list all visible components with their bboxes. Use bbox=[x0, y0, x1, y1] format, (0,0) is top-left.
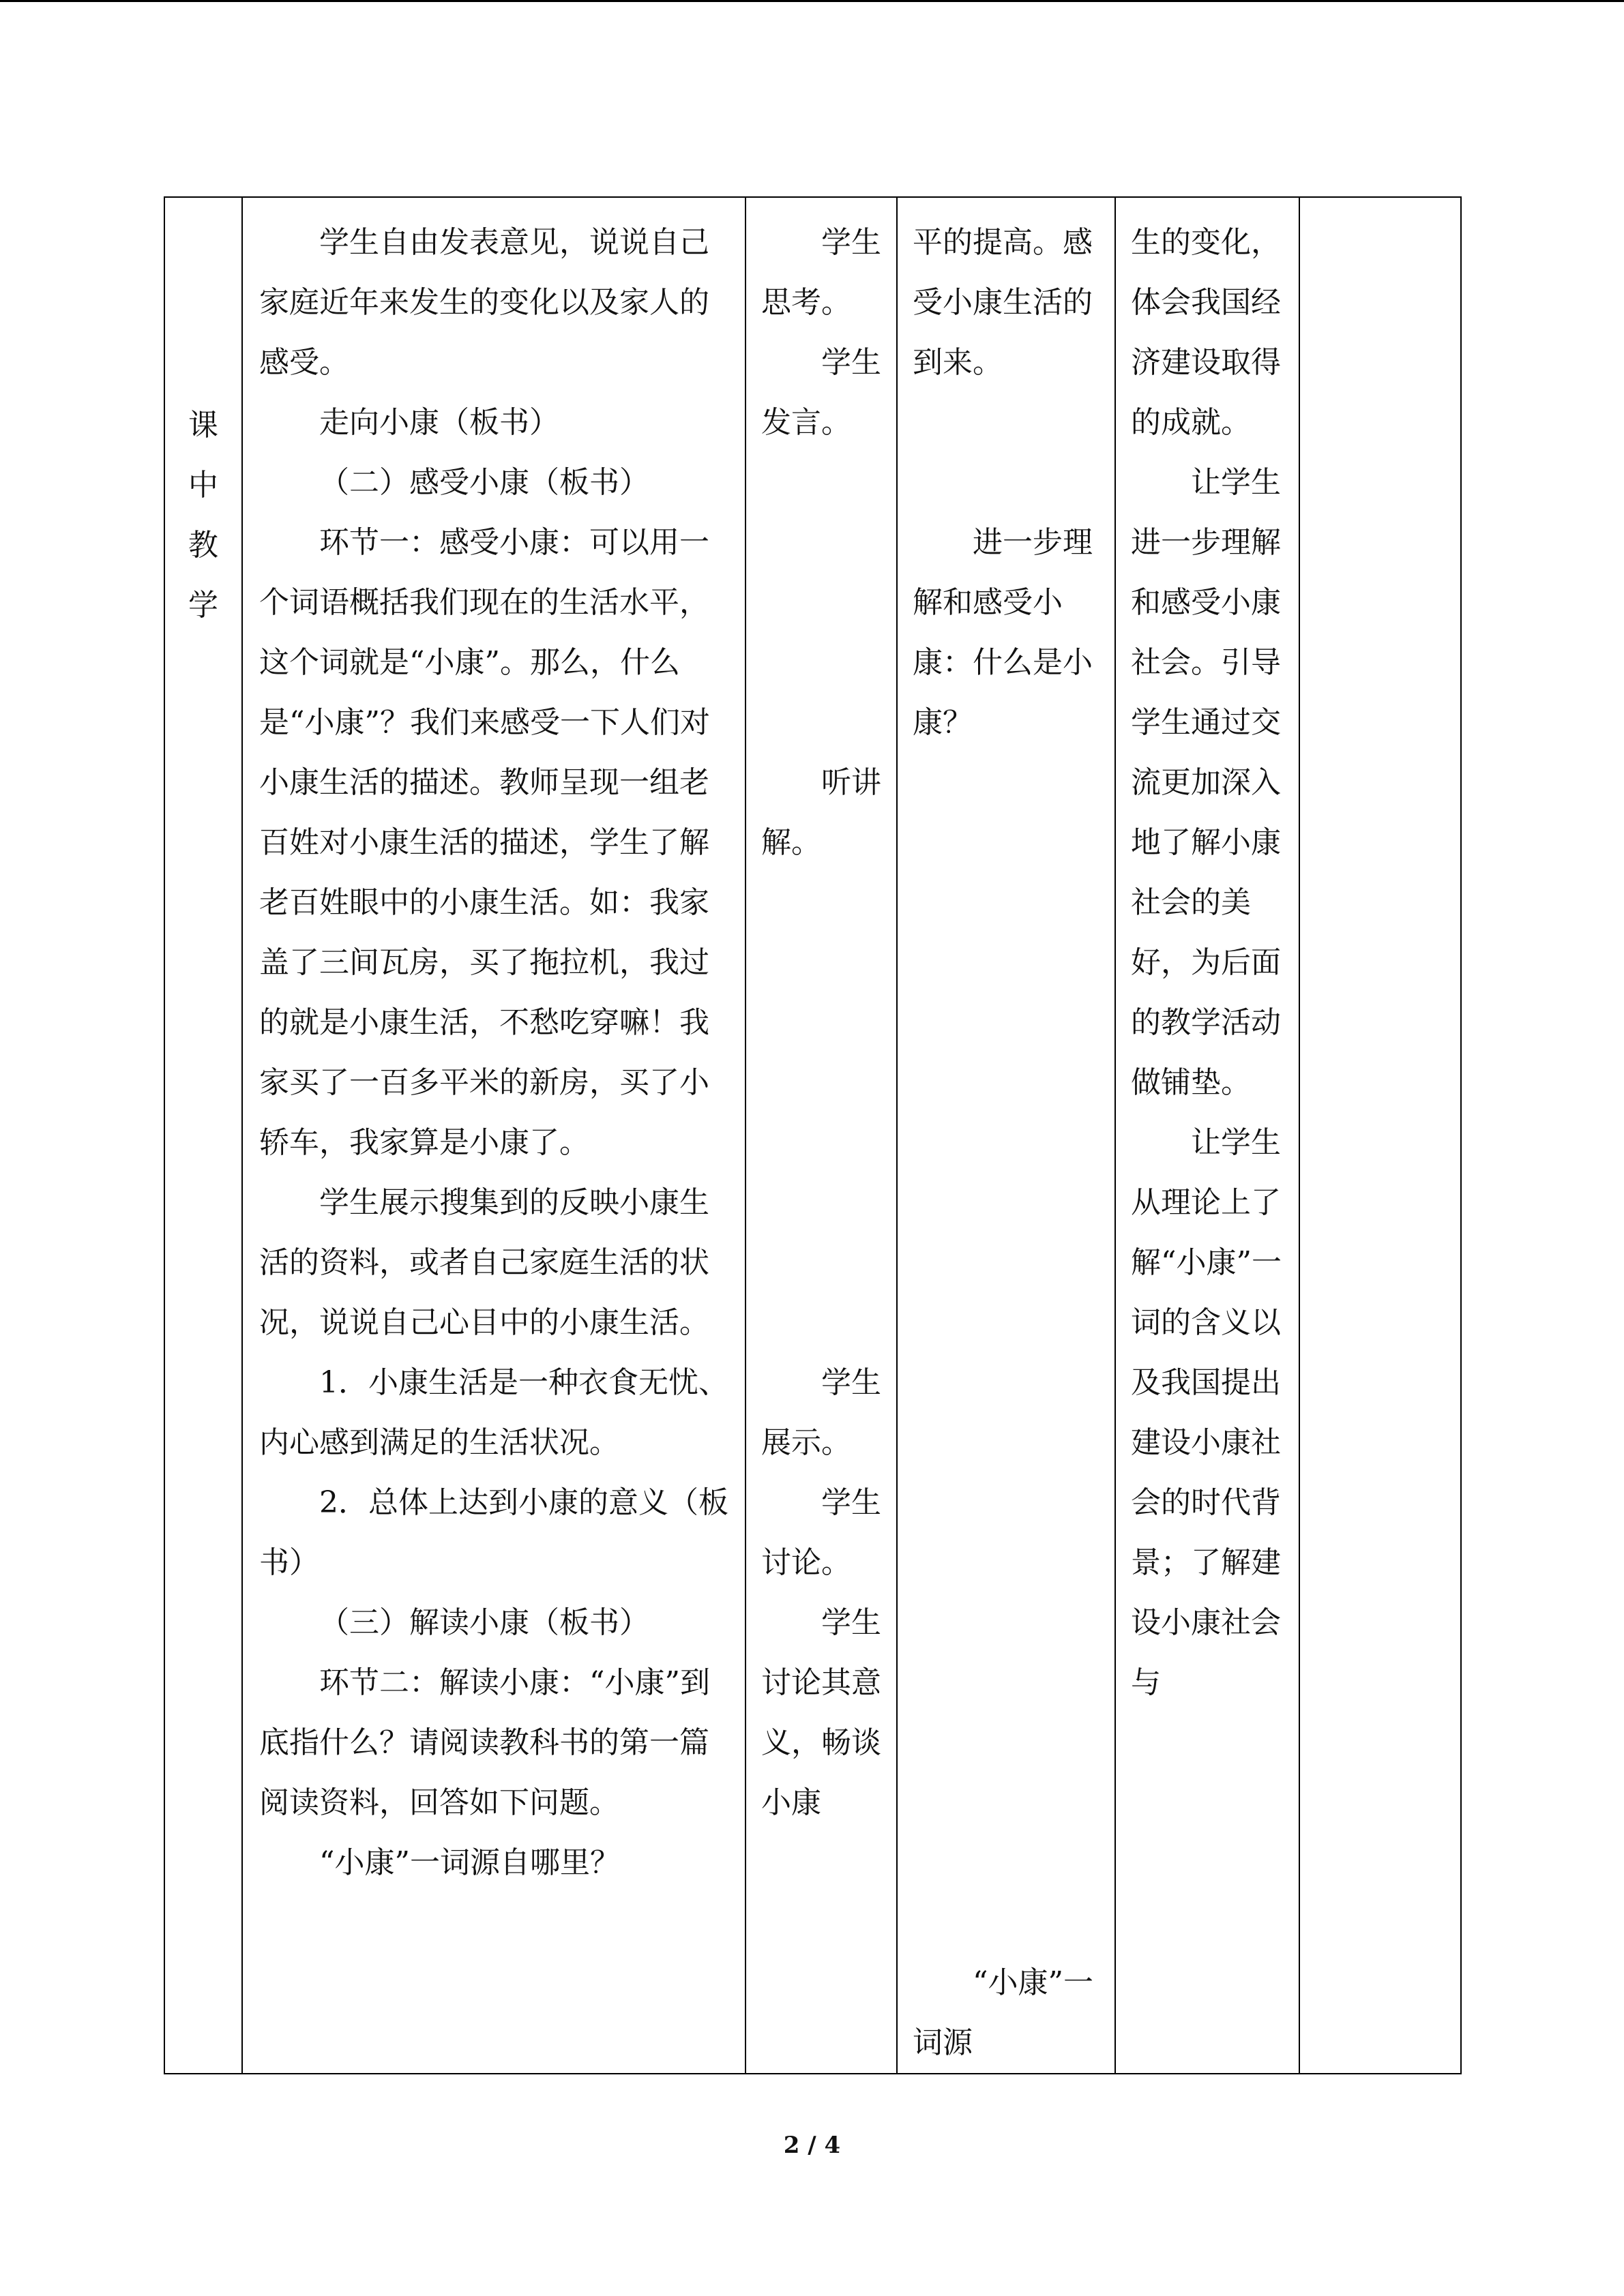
paragraph: 学生讨论。 bbox=[761, 1485, 881, 1580]
paragraph: 2．总体上达到小康的意义（板书） bbox=[259, 1485, 728, 1580]
section-label-char: 学 bbox=[188, 588, 218, 623]
paragraph: 学生发言。 bbox=[761, 345, 881, 440]
table-row bbox=[164, 197, 1461, 2074]
page-top-border bbox=[0, 0, 1624, 2]
paragraph: 进一步理解和感受小康：什么是小康？ bbox=[913, 525, 1093, 740]
design-intent-cell bbox=[1115, 197, 1299, 2074]
paragraph: “小康”一词源 bbox=[913, 1965, 1093, 2060]
board-heading: 走向小康（板书） bbox=[319, 405, 559, 440]
paragraph: 平的提高。感受小康生活的到来。 bbox=[913, 225, 1093, 380]
paragraph: 学生思考。 bbox=[761, 225, 881, 320]
paragraph: 听讲解。 bbox=[761, 765, 881, 860]
paragraph: 学生展示搜集到的反映小康生活的资料，或者自己家庭生活的状况，说说自己心目中的小康生活。 bbox=[259, 1185, 709, 1340]
board-heading: （二）感受小康（板书） bbox=[319, 465, 649, 500]
paragraph: 生的变化，体会我国经济建设取得的成就。 bbox=[1131, 225, 1281, 440]
paragraph: 环节一：感受小康：可以用一个词语概括我们现在的生活水平，这个词就是“小康”。那么，什么是“小康”？我们来感受一下人们对小康生活的描述。教师呈现一组老百姓对小康生活的描述，学生了解老百姓眼中的小康生活。如：我家盖了三间瓦房，买了拖拉机，我过的就是小康生活，不愁吃穿嘛！我家买了一百多平米的新房，买了小轿车，我家算是小康了。 bbox=[259, 525, 710, 1160]
paragraph: 学生讨论其意义，畅谈小康 bbox=[761, 1605, 881, 1820]
paragraph: 学生自由发表意见，说说自己家庭近年来发生的变化以及家人的感受。 bbox=[259, 225, 709, 380]
section-label-char: 课 bbox=[188, 408, 218, 443]
board-heading: （三）解读小康（板书） bbox=[319, 1605, 649, 1640]
notes-text bbox=[1300, 198, 1460, 213]
paragraph: 1．小康生活是一种衣食无忧、内心感到满足的生活状况。 bbox=[259, 1365, 728, 1460]
key-points-cell bbox=[897, 197, 1115, 2074]
page-number: 2 / 4 bbox=[783, 2132, 841, 2159]
paragraph: “小康”一词源自哪里？ bbox=[319, 1845, 620, 1880]
section-label-cell bbox=[164, 197, 242, 2074]
notes-cell bbox=[1299, 197, 1461, 2074]
paragraph: 让学生进一步理解和感受小康社会。引导学生通过交流更加深入地了解小康社会的美好，为后面的教学活动做铺垫。 bbox=[1131, 465, 1281, 1100]
lesson-plan-table bbox=[164, 196, 1462, 2074]
paragraph: 让学生从理论上了解“小康”一词的含义以及我国提出建设小康社会的时代背景；了解建设小康社会与 bbox=[1131, 1125, 1282, 1700]
student-activity-cell bbox=[745, 197, 897, 2074]
section-label-char: 教 bbox=[188, 528, 218, 563]
section-label-char: 中 bbox=[188, 468, 218, 503]
teacher-activity-cell bbox=[242, 197, 745, 2074]
paragraph: 环节二：解读小康：“小康”到底指什么？请阅读教科书的第一篇阅读资料，回答如下问题。 bbox=[259, 1665, 710, 1820]
paragraph: 学生展示。 bbox=[761, 1365, 881, 1460]
